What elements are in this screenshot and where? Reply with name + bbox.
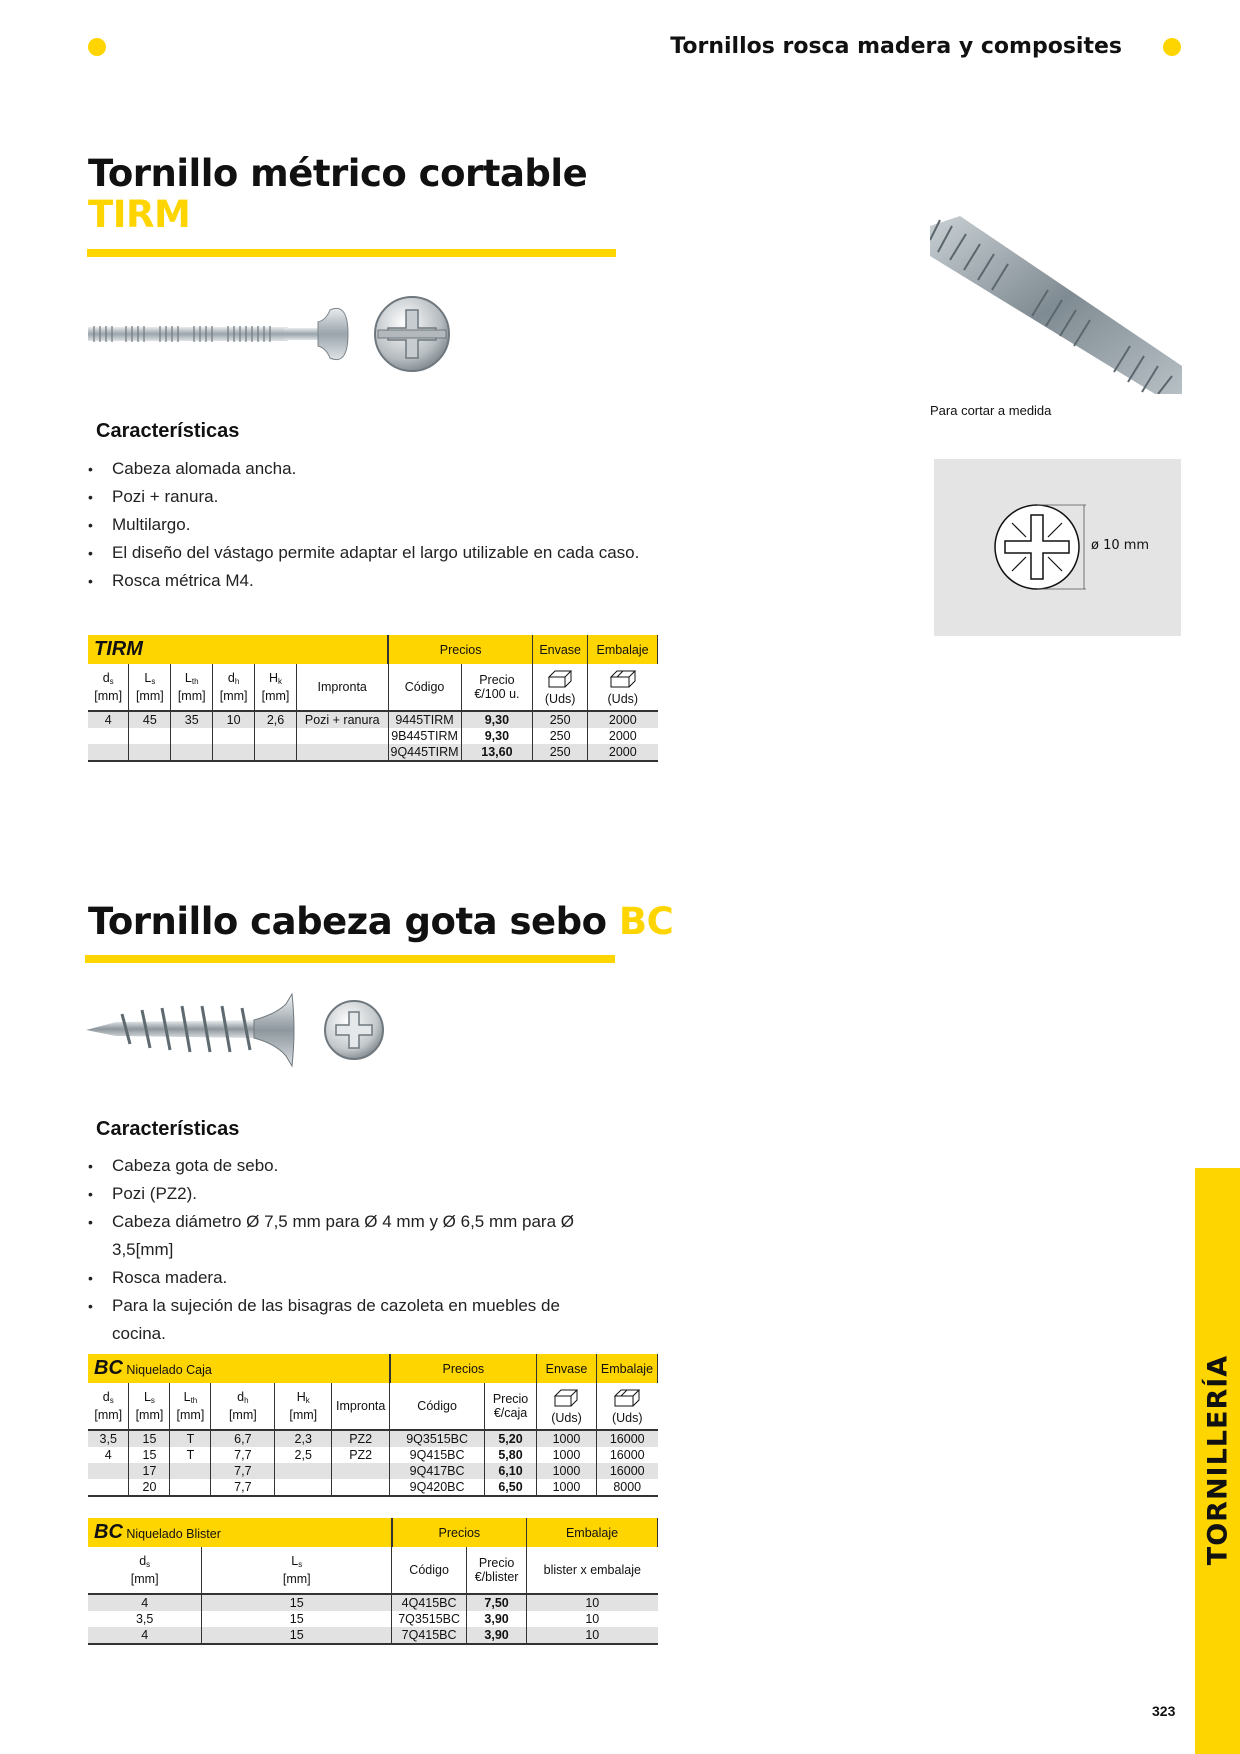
table-row: 4 15 4Q415BC 7,50 10 (88, 1594, 658, 1611)
diameter-label: ø 10 mm (1091, 538, 1150, 553)
feature-item: • Cabeza alomada ancha. (88, 455, 688, 483)
col-codigo: Código (390, 1383, 485, 1430)
tirm-screw-image (86, 296, 466, 376)
section2-features-list (88, 1152, 588, 1348)
embalaje-group: Embalaje (527, 1518, 658, 1547)
col-impronta: Impronta (296, 664, 388, 711)
feature-item: • Rosca madera. (88, 1264, 588, 1292)
section1-subtitle: TIRM (88, 193, 191, 236)
tirm-table (88, 635, 658, 762)
feature-item: • Cabeza gota de sebo. (88, 1152, 588, 1180)
box-icon (613, 1388, 641, 1408)
bc-caja-table (88, 1354, 658, 1497)
col-hk: Hk [mm] (255, 664, 297, 711)
embalaje-group: Embalaje (588, 635, 658, 664)
section2-rule (85, 955, 615, 963)
col-ls: Ls [mm] (129, 1383, 170, 1430)
feature-item: • Para la sujeción de las bisagras de cazoleta en muebles de cocina. (88, 1292, 588, 1348)
table-row: 17 7,7 9Q417BC 6,10 1000 16000 (88, 1463, 658, 1479)
table-row: 9B445TIRM 9,30 250 2000 (88, 728, 658, 744)
section2-subtitle: BC (618, 900, 674, 943)
col-lth: Lth [mm] (171, 664, 213, 711)
section2-features-heading: Características (96, 1118, 240, 1140)
col-precio: Precio €/caja (485, 1383, 537, 1430)
prices-group: Precios (392, 1518, 527, 1547)
table-row: 3,5 15 7Q3515BC 3,90 10 (88, 1611, 658, 1627)
envase-group: Envase (537, 1354, 597, 1383)
envase-group: Envase (533, 635, 588, 664)
bc-caja-brand: BC Niquelado Caja (88, 1354, 390, 1383)
prices-group: Precios (388, 635, 533, 664)
header-title: Tornillos rosca madera y composites (670, 34, 1122, 59)
feature-item: • Rosca métrica M4. (88, 567, 688, 595)
col-ds: ds [mm] (88, 1383, 129, 1430)
bc-blister-brand: BC Niquelado Blister (88, 1518, 392, 1547)
table-row: 3,5 15 T 6,7 2,3 PZ2 9Q3515BC 5,20 1000 16000 (88, 1430, 658, 1447)
prices-group: Precios (390, 1354, 537, 1383)
col-ls: Ls [mm] (129, 664, 171, 711)
box-icon (547, 669, 573, 689)
feature-item: • Pozi + ranura. (88, 483, 688, 511)
tirm-brand: TIRM (88, 635, 388, 664)
feature-item: • Cabeza diámetro Ø 7,5 mm para Ø 4 mm y Ø 6,5 mm para Ø 3,5[mm] (88, 1208, 588, 1264)
col-blister: blister x embalaje (527, 1547, 658, 1594)
table-row: 4 15 T 7,7 2,5 PZ2 9Q415BC 5,80 1000 16000 (88, 1447, 658, 1463)
col-hk: Hk [mm] (275, 1383, 332, 1430)
thread-closeup-image (930, 216, 1182, 394)
feature-item: • Pozi (PZ2). (88, 1180, 588, 1208)
col-lth: Lth [mm] (170, 1383, 211, 1430)
section1-rule (87, 249, 616, 257)
table-row: 20 7,7 9Q420BC 6,50 1000 8000 (88, 1479, 658, 1496)
col-ls: Ls [mm] (202, 1547, 392, 1594)
col-envase: (Uds) (537, 1383, 597, 1430)
col-codigo: Código (388, 664, 461, 711)
section1-features-heading: Características (96, 420, 240, 442)
box-icon (609, 669, 637, 689)
thread-caption: Para cortar a medida (930, 403, 1052, 418)
col-envase: (Uds) (533, 664, 588, 711)
box-icon (553, 1388, 579, 1408)
page-number: 323 (1152, 1703, 1176, 1719)
section2-title: Tornillo cabeza gota sebo BC (88, 900, 674, 943)
col-codigo: Código (392, 1547, 467, 1594)
side-tab-label: TORNILLERÍA (1202, 1354, 1234, 1566)
section1-title: Tornillo métrico cortable (88, 152, 588, 195)
section1-features-list (88, 455, 688, 595)
col-ds: ds [mm] (88, 664, 129, 711)
head-diameter-diagram (934, 459, 1181, 636)
table-row: 9Q445TIRM 13,60 250 2000 (88, 744, 658, 761)
col-precio: Precio €/blister (467, 1547, 527, 1594)
feature-item: • El diseño del vástago permite adaptar el largo utilizable en cada caso. (88, 539, 688, 567)
feature-item: • Multilargo. (88, 511, 688, 539)
table-row: 4 45 35 10 2,6 Pozi + ranura 9445TIRM 9,30 250 2000 (88, 711, 658, 728)
col-dh: dh [mm] (211, 1383, 275, 1430)
embalaje-group: Embalaje (596, 1354, 657, 1383)
header-dot-right (1163, 38, 1181, 56)
col-dh: dh [mm] (213, 664, 255, 711)
bc-screw-image (86, 990, 386, 1070)
col-impronta: Impronta (332, 1383, 390, 1430)
table-row: 4 15 7Q415BC 3,90 10 (88, 1627, 658, 1644)
bc-blister-table (88, 1518, 658, 1645)
col-ds: ds [mm] (88, 1547, 202, 1594)
col-embalaje: (Uds) (596, 1383, 657, 1430)
header-dot-left (88, 38, 106, 56)
col-precio: Precio €/100 u. (461, 664, 533, 711)
col-embalaje: (Uds) (588, 664, 658, 711)
